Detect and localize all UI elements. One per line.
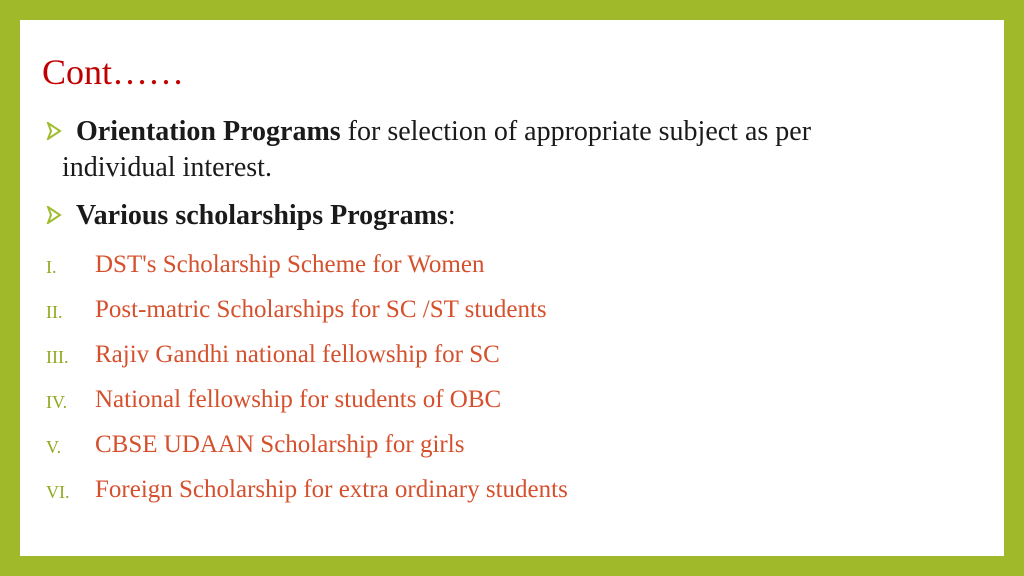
list-numeral: IV.: [46, 392, 68, 412]
list-item-text: CBSE UDAAN Scholarship for girls: [95, 431, 465, 458]
bullet-text: for selection of appropriate subject as per: [340, 116, 812, 147]
list-numeral: II.: [46, 302, 63, 322]
bullet-scholarship-programs: [46, 198, 456, 234]
list-item-text: National fellowship for students of OBC: [95, 386, 502, 413]
bullet-orientation-programs: [46, 114, 926, 186]
arrow-bullet-icon: [46, 122, 62, 140]
list-numeral: III.: [46, 347, 69, 367]
bullet-bold-text: Orientation Programs: [76, 116, 341, 147]
bullet-continuation-text: individual interest.: [62, 152, 272, 183]
list-item-text: Foreign Scholarship for extra ordinary students: [95, 476, 568, 503]
arrow-bullet-icon: [46, 206, 62, 224]
list-item-text: DST's Scholarship Scheme for Women: [95, 251, 485, 278]
slide: [20, 20, 1004, 556]
bullet-text: :: [447, 200, 456, 231]
list-numeral: I.: [46, 257, 57, 277]
list-numeral: V.: [46, 437, 62, 457]
list-item-text: Post-matric Scholarships for SC /ST students: [95, 296, 547, 323]
list-item-text: Rajiv Gandhi national fellowship for SC: [95, 341, 500, 368]
bullet-bold-text: Various scholarships Programs: [76, 200, 448, 231]
list-numeral: VI.: [46, 482, 70, 502]
slide-title: Cont……: [42, 52, 185, 92]
